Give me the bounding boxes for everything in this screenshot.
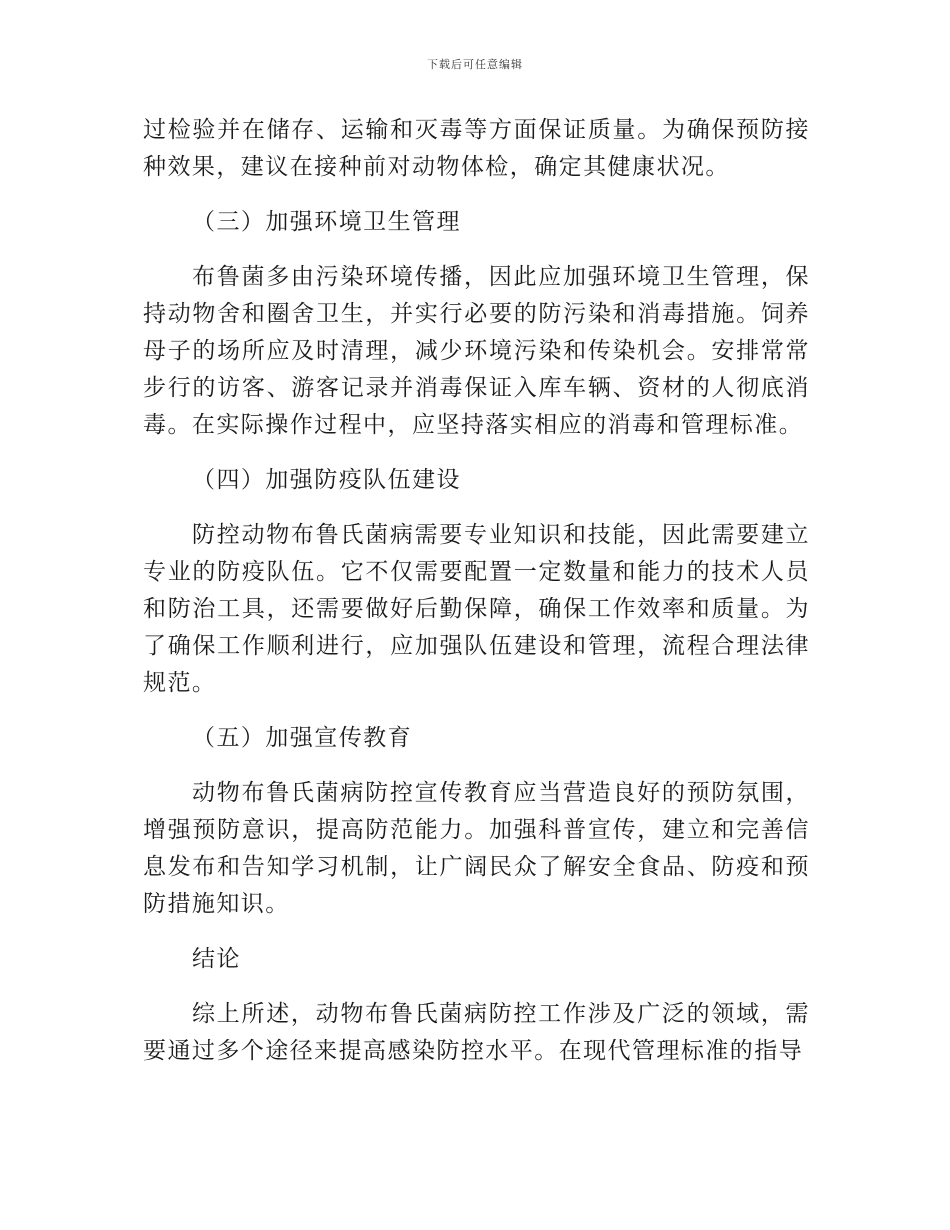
paragraph-gap [143,923,810,941]
paragraph-gap [143,241,810,259]
paragraph-gap [143,499,810,517]
paragraph-conclusion: 综上所述，动物布鲁氏菌病防控工作涉及广泛的领域，需要通过多个途径来提高感染防控水平。在现代管理标准的指导 [143,1001,810,1064]
paragraph-environment-hygiene: 布鲁菌多由污染环境传播，因此应加强环境卫生管理，保持动物舍和圈舍卫生，并实行必要的防污染和消毒措施。饲养母子的场所应及时清理，减少环境污染和传染机会。安排常常步行的访客、游客记录并消毒保证入库车辆、资材的人彻底消毒。在实际操作过程中，应坚持落实相应的消毒和管理标准。 [143,264,810,438]
paragraph-gap [143,978,810,996]
paragraph-gap [143,186,810,204]
document-body [143,112,810,1070]
section-heading-environment: （三）加强环境卫生管理 [192,209,461,235]
section-heading-team: （四）加强防疫队伍建设 [192,467,461,493]
paragraph-gap [143,702,810,720]
section-heading-education: （五）加强宣传教育 [192,725,413,751]
page-header-note: 下载后可任意编辑 [427,58,523,71]
paragraph-vaccination-quality: 过检验并在储存、运输和灭毒等方面保证质量。为确保预防接种效果，建议在接种前对动物体检，确定其健康状况。 [143,117,810,180]
paragraph-publicity-education: 动物布鲁氏菌病防控宣传教育应当营造良好的预防氛围，增强预防意识，提高防范能力。加强科普宣传，建立和完善信息发布和告知学习机制，让广阔民众了解安全食品、防疫和预防措施知识。 [143,780,810,917]
paragraph-epidemic-team: 防控动物布鲁氏菌病需要专业知识和技能，因此需要建立专业的防疫队伍。它不仅需要配置一定数量和能力的技术人员和防治工具，还需要做好后勤保障，确保工作效率和质量。为了确保工作顺利进行，应加强队伍建设和管理，流程合理法律规范。 [143,522,810,696]
paragraph-gap [143,757,810,775]
section-heading-conclusion: 结论 [192,946,241,972]
paragraph-gap [143,444,810,462]
